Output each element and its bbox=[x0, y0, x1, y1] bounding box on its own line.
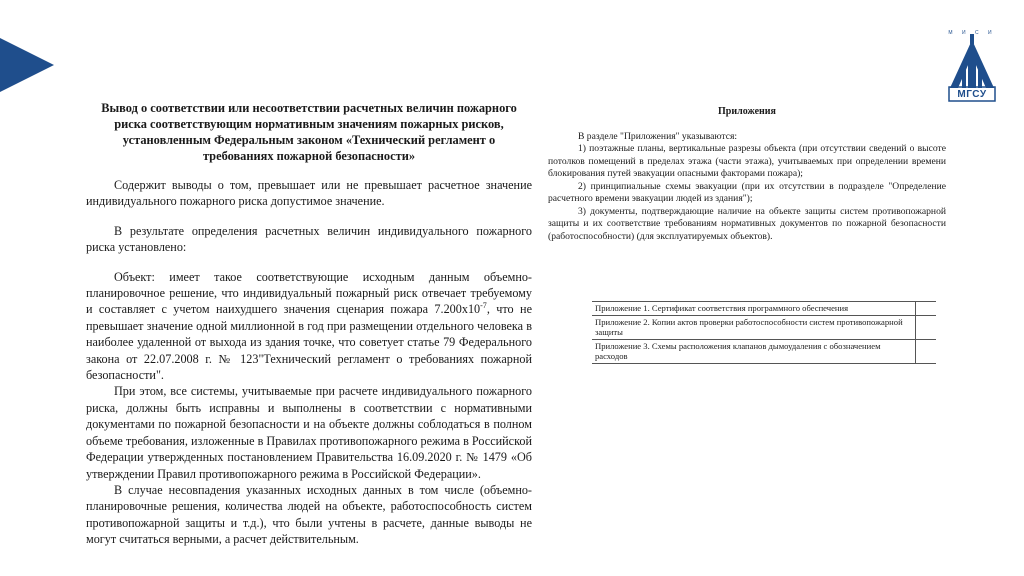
logo-letters: М И С И bbox=[948, 30, 996, 36]
risk-text-start: Объект: имеет такое соответствующие исходным данным объемно-планировочное решение, что индивидуальный пожарный риск отвечает требуемому и составляет с учетом наихудшего значения сценария пожара 7.200x10 bbox=[86, 269, 532, 317]
appendix-cell-3: Приложение 3. Схемы расположения клапанов дымоудаления с обозначением расходов bbox=[592, 339, 916, 363]
logo-name: МГСУ bbox=[957, 89, 987, 100]
appendix-cell-blank bbox=[916, 339, 937, 363]
appendix-cell-blank bbox=[916, 315, 937, 339]
appendices-title: Приложения bbox=[718, 106, 776, 117]
table-row bbox=[592, 302, 936, 316]
table-row bbox=[592, 315, 936, 339]
risk-text-end: , что не превышает значение одной миллионной в год при размещении отдельного человека в наиболее удаленной от выхода из здания точке, что советует статье 79 Федерального закона от 22.07.2008 г. № 123"Технический регламент о требованиях пожарной безопасности". bbox=[86, 302, 532, 383]
appendix-cell-blank bbox=[916, 302, 937, 316]
conclusion-title: Вывод о соответствии или несоответствии расчетных величин пожарного риска соответствующим нормативным значениям пожарных рисков, установленным Федеральным законом «Технический регламент о требованиях пожарной безопасности» bbox=[101, 101, 517, 163]
appendices-section bbox=[548, 106, 946, 243]
conclusion-paragraph-2: В результате определения расчетных величин индивидуального пожарного риска установлено: bbox=[86, 223, 532, 255]
appendix-cell-2: Приложение 2. Копии актов проверки работоспособности систем противопожарной защиты bbox=[592, 315, 916, 339]
risk-exponent: -7 bbox=[480, 301, 487, 311]
conclusion-section bbox=[86, 100, 532, 548]
conclusion-paragraph-3 bbox=[86, 269, 532, 384]
table-row bbox=[592, 339, 936, 363]
appendix-cell-1: Приложение 1. Сертификат соответствия программного обеспечения bbox=[592, 302, 916, 316]
appendices-item-3: 3) документы, подтверждающие наличие на объекте защиты систем противопожарной защиты и их соответствие требованиям нормативных документов по пожарной безопасности (работоспособности) (для эксплуатируемых объектов). bbox=[548, 205, 946, 242]
slide-nav-triangle bbox=[0, 38, 54, 92]
appendices-item-1: 1) поэтажные планы, вертикальные разрезы объекта (при отсутствии сведений о высоте потолков помещений в пределах этажа (части этажа), учитываемых при определении времени блокирования путей эвакуации опасными факторами пожара); bbox=[548, 143, 946, 179]
mgsu-logo bbox=[946, 30, 998, 102]
appendix-table bbox=[592, 301, 936, 364]
conclusion-paragraph-4: При этом, все системы, учитываемые при расчете индивидуального пожарного риска, должны быть исправны и выполнены в соответствии с нормативными документами по пожарной безопасности и на объекте должны соблодаться в полном объеме требования, изложенные в Правилах противопожарного режима в Российской Федерации утвержденных постановлением Правительства 16.09.2020 г. № 1479 «Об утверждении Правил противопожарного режима в Российской Федерации». bbox=[86, 384, 532, 481]
appendices-intro: В разделе "Приложения" указываются: bbox=[578, 130, 738, 142]
appendices-item-2: 2) принципиальные схемы эвакуации (при их отсутствии в подразделе "Определение расчетного времени эвакуации людей из здания"); bbox=[548, 180, 946, 204]
conclusion-paragraph-1: Содержит выводы о том, превышает или не превышает расчетное значение индивидуального пожарного риска допустимое значение. bbox=[86, 178, 532, 209]
conclusion-paragraph-5: В случае несовпадения указанных исходных данных в том числе (объемно-планировочные решения, количества людей на объекте, работоспособность систем противопожарной защиты и т.д.), что были учтены в расчете, данные выводы не могут считаться верными, а расчет действительным. bbox=[86, 482, 532, 547]
